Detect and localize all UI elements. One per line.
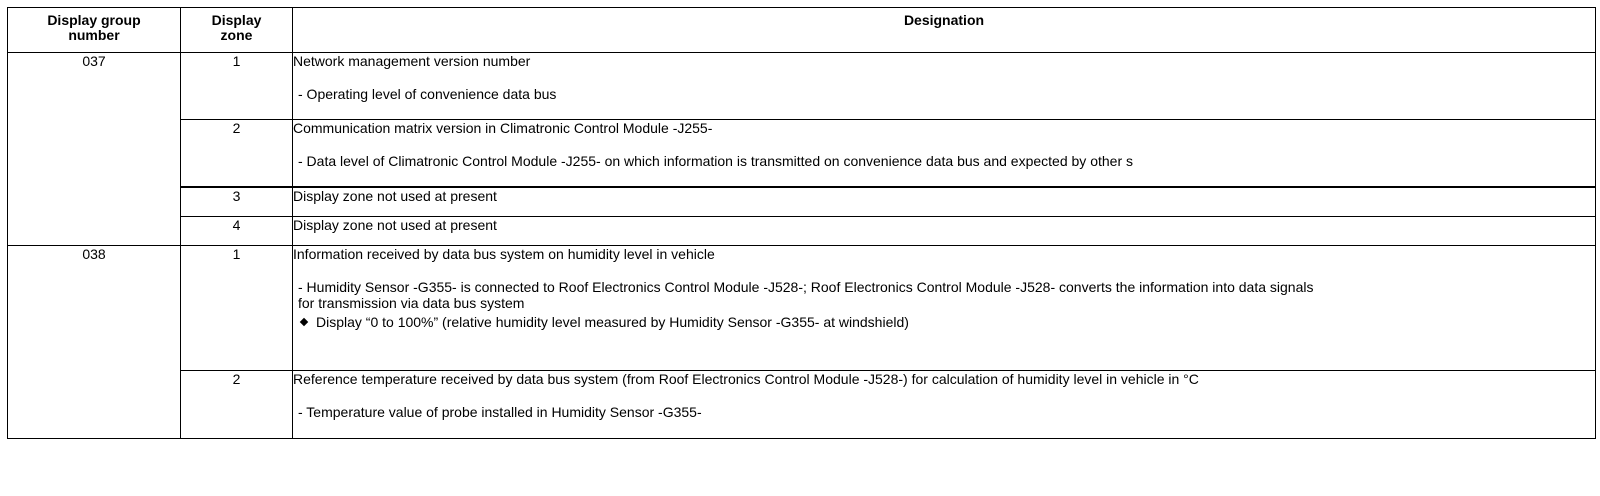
zone-cell: 3 xyxy=(181,187,293,217)
designation-main: Reference temperature received by data bus system (from Roof Electronics Control Module -J528-) for calculation of humidity level in vehicle in °C xyxy=(293,371,1199,387)
designation-sub: - Operating level of convenience data bus xyxy=(298,86,557,102)
designation-cell xyxy=(293,217,1596,246)
table-row xyxy=(8,217,1596,246)
designation-sub: - Temperature value of probe installed in Humidity Sensor -G355- xyxy=(298,404,702,420)
designation-cell xyxy=(293,120,1596,188)
designation-main: Display zone not used at present xyxy=(293,217,497,233)
header-designation: Designation xyxy=(293,8,1596,53)
designation-sub-line: - Humidity Sensor -G355- is connected to Roof Electronics Control Module -J528-; Roof Electronics Control Module -J528- converts the information into data signals xyxy=(298,279,1314,295)
header-display-zone: Display zone xyxy=(181,8,293,53)
diamond-bullet-icon xyxy=(300,318,308,326)
zone-cell: 1 xyxy=(181,246,293,371)
designation-cell xyxy=(293,246,1596,371)
designation-main: Communication matrix version in Climatronic Control Module -J255- xyxy=(293,120,713,136)
designation-main: Network management version number xyxy=(293,53,531,69)
zone-cell: 4 xyxy=(181,217,293,246)
designation-main: Display zone not used at present xyxy=(293,188,497,204)
display-group-table xyxy=(7,7,1596,439)
designation-main: Information received by data bus system on humidity level in vehicle xyxy=(293,246,715,262)
table-row xyxy=(8,371,1596,439)
designation-bullet xyxy=(293,314,1595,330)
table-row xyxy=(8,187,1596,217)
designation-cell xyxy=(293,187,1596,217)
designation-sub xyxy=(293,279,1595,311)
group-number-cell: 038 xyxy=(8,246,181,439)
designation-bullet-text: Display “0 to 100%” (relative humidity level measured by Humidity Sensor -G355- at windshield) xyxy=(316,314,909,330)
designation-cell xyxy=(293,53,1596,120)
group-number-cell: 037 xyxy=(8,53,181,246)
table-row xyxy=(8,120,1596,188)
table-row xyxy=(8,246,1596,371)
table-header-row xyxy=(8,8,1596,53)
header-display-group-number: Display group number xyxy=(8,8,181,53)
zone-cell: 2 xyxy=(181,371,293,439)
zone-cell: 1 xyxy=(181,53,293,120)
designation-sub-line: for transmission via data bus system xyxy=(298,295,525,311)
zone-cell: 2 xyxy=(181,120,293,188)
designation-cell xyxy=(293,371,1596,439)
designation-sub: - Data level of Climatronic Control Module -J255- on which information is transmitted on convenience data bus and expected by other s xyxy=(298,153,1133,169)
table-row xyxy=(8,53,1596,120)
